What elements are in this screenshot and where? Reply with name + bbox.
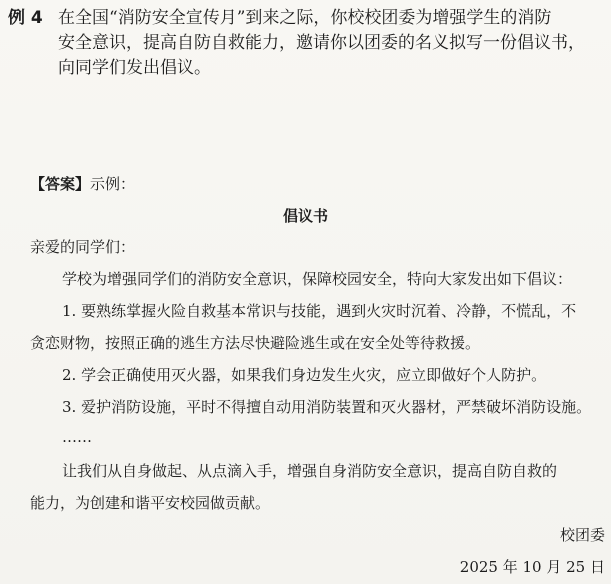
example-label: 例 4 bbox=[8, 8, 43, 28]
item-3: 3. 爱护消防设施，平时不得擅自动用消防装置和灭火器材，严禁破坏消防设施。 bbox=[62, 398, 592, 416]
ellipsis: …… bbox=[62, 428, 92, 446]
letter-title: 倡议书 bbox=[282, 207, 328, 225]
item-1-line-1: 1. 要熟练掌握火险自救基本常识与技能，遇到火灾时沉着、冷静，不慌乱，不 bbox=[62, 302, 577, 320]
letter-intro: 学校为增强同学们的消防安全意识，保障校园安全，特向大家发出如下倡议： bbox=[62, 270, 573, 288]
closing-line-2: 能力，为创建和谐平安校园做贡献。 bbox=[30, 494, 271, 512]
question-prompt bbox=[8, 6, 604, 81]
item-1-line-2: 贪恋财物，按照正确的逃生方法尽快避险逃生或在安全处等待救援。 bbox=[30, 334, 481, 352]
item-2: 2. 学会正确使用灭火器，如果我们身边发生火灾，应立即做好个人防护。 bbox=[62, 366, 547, 384]
signature-date: 2025 年 10 月 25 日 bbox=[459, 558, 605, 576]
prompt-line-1 bbox=[8, 6, 604, 31]
prompt-line-2: 安全意识，提高自防自救能力，邀请你以团委的名义拟写一份倡议书， bbox=[58, 33, 585, 53]
closing-line-1: 让我们从自身做起、从点滴入手，增强自身消防安全意识，提高自防自救的 bbox=[62, 462, 558, 480]
answer-suffix: 示例： bbox=[90, 175, 136, 193]
letter-greeting: 亲爱的同学们： bbox=[30, 238, 136, 256]
signature: 校团委 bbox=[559, 526, 605, 544]
prompt-text-1: 在全国“消防安全宣传月”到来之际，你校校团委为增强学生的消防 bbox=[58, 8, 552, 28]
prompt-line-3: 向同学们发出倡议。 bbox=[58, 58, 211, 78]
answer-heading bbox=[30, 173, 135, 195]
answer-label: 【答案】 bbox=[30, 175, 91, 193]
